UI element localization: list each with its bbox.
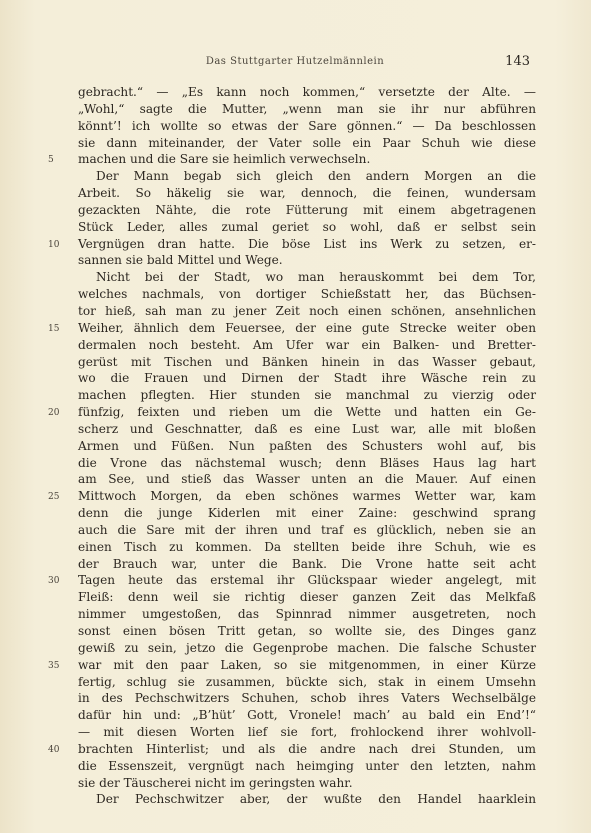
page-header bbox=[60, 56, 530, 74]
text-line bbox=[78, 623, 536, 640]
text-line bbox=[78, 269, 536, 286]
text-line bbox=[78, 84, 536, 101]
text-line bbox=[78, 674, 536, 691]
line-number: 20 bbox=[48, 408, 60, 419]
text-line bbox=[78, 556, 536, 573]
line-text: gezackten Nähte, die rote Fütterung mit einem abgetragenen bbox=[78, 202, 536, 217]
line-text: brachten Hinterlist; und als die andre nach drei Stunden, um bbox=[78, 741, 536, 756]
text-line bbox=[78, 168, 536, 185]
line-text: nimmer umgestoßen, das Spinnrad nimmer ausgetreten, noch bbox=[78, 607, 536, 622]
line-text: sie der Täuscherei nicht im geringsten wahr. bbox=[78, 775, 353, 790]
line-text: machen pflegten. Hier stunden sie manchmal zu vierzig oder bbox=[78, 388, 536, 403]
text-line bbox=[78, 522, 536, 539]
text-line bbox=[78, 640, 536, 657]
line-text: — mit diesen Worten lief sie fort, frohlockend ihrer wohlvoll- bbox=[78, 725, 536, 740]
line-number: 15 bbox=[48, 323, 60, 334]
text-line bbox=[78, 421, 536, 438]
text-line bbox=[48, 236, 536, 253]
line-text: Weiher, ähnlich dem Feuersee, der eine gute Strecke weiter oben bbox=[78, 320, 536, 335]
line-text: „Wohl,“ sagte die Mutter, „wenn man sie ihr nur abführen bbox=[78, 101, 536, 116]
line-text: Der Pechschwitzer aber, der wußte den Handel haarklein bbox=[96, 792, 536, 807]
line-text: Tagen heute das erstemal ihr Glückspaar wieder angelegt, mit bbox=[78, 573, 536, 588]
text-line bbox=[78, 135, 536, 152]
line-text: dafür hin und: „B’hüt’ Gott, Vronele! mach’ au bald ein End’!“ bbox=[78, 708, 536, 723]
line-text: sonst einen bösen Tritt getan, so wollte sie, des Dinges ganz bbox=[78, 624, 536, 638]
line-text: dermalen noch besteht. Am Ufer war ein Balken- und Bretter- bbox=[78, 337, 536, 352]
text-line bbox=[78, 118, 536, 135]
line-text: scherz und Geschnatter, daß es eine Lust war, alle mit bloßen bbox=[78, 421, 536, 436]
line-text: Arbeit. So häkelig sie war, dennoch, die feinen, wundersam bbox=[78, 186, 536, 201]
line-text: gebracht.“ — „Es kann noch kommen,“ versetzte der Alte. — bbox=[78, 85, 536, 99]
text-line bbox=[78, 202, 536, 219]
line-text: gewiß zu sein, jetzo die Gegenprobe machen. Die falsche Schuster bbox=[78, 640, 536, 655]
text-line bbox=[48, 404, 536, 421]
line-text: der Brauch war, unter die Bank. Die Vrone hatte seit acht bbox=[78, 556, 536, 571]
line-text: wo die Frauen und Dirnen der Stadt ihre Wäsche rein zu bbox=[78, 371, 536, 386]
text-line bbox=[78, 589, 536, 606]
line-number: 25 bbox=[48, 492, 60, 503]
line-text: auch die Sare mit der ihren und traf es glücklich, neben sie an bbox=[78, 522, 536, 537]
line-number: 10 bbox=[48, 239, 60, 250]
text-line bbox=[78, 219, 536, 236]
line-text: am See, und stieß das Wasser unten an die Mauer. Auf einen bbox=[78, 472, 536, 487]
line-number: 40 bbox=[48, 744, 60, 755]
text-line bbox=[78, 337, 536, 354]
text-line bbox=[48, 488, 536, 505]
line-text: Stück Leder, alles zumal geriet so wohl, daß er selbst sein bbox=[78, 219, 536, 234]
text-line bbox=[78, 471, 536, 488]
text-line bbox=[78, 775, 536, 792]
text-line bbox=[78, 286, 536, 303]
text-line bbox=[78, 758, 536, 775]
line-text: könnt’! ich wollte so etwas der Sare gönnen.“ — Da beschlossen bbox=[78, 118, 536, 133]
text-line bbox=[78, 185, 536, 202]
line-text: Fleiß: denn weil sie richtig dieser ganzen Zeit das Melkfaß bbox=[78, 590, 536, 605]
text-line bbox=[78, 724, 536, 741]
line-text: fünfzig, feixten und rieben um die Wette und hatten ein Ge- bbox=[78, 405, 536, 420]
text-line bbox=[78, 455, 536, 472]
text-line bbox=[78, 690, 536, 707]
text-line bbox=[78, 252, 536, 269]
text-line bbox=[78, 303, 536, 320]
text-line bbox=[48, 657, 536, 674]
line-text: einen Tisch zu kommen. Da stellten beide ihre Schuh, wie es bbox=[78, 539, 536, 554]
line-text: sie dann miteinander, der Vater solle ein Paar Schuh wie diese bbox=[78, 135, 536, 150]
line-text: fertig, schlug sie zusammen, bückte sich, stak in einem Umsehn bbox=[78, 674, 536, 689]
line-text: in des Pechschwitzers Schuhen, schob ihres Vaters Wechselbälge bbox=[78, 691, 536, 706]
line-text: denn die junge Kiderlen mit einer Zaine: geschwind sprang bbox=[78, 506, 536, 521]
line-number: 35 bbox=[48, 660, 60, 671]
line-text: sannen sie bald Mittel und Wege. bbox=[78, 253, 283, 268]
text-line bbox=[78, 438, 536, 455]
text-line bbox=[78, 354, 536, 371]
body-text bbox=[48, 84, 536, 808]
line-text: Der Mann begab sich gleich den andern Morgen an die bbox=[96, 169, 536, 184]
text-line bbox=[78, 101, 536, 118]
text-line bbox=[48, 320, 536, 337]
text-line bbox=[78, 387, 536, 404]
line-text: war mit den paar Laken, so sie mitgenommen, in einer Kürze bbox=[78, 657, 536, 672]
text-line bbox=[48, 741, 536, 758]
text-line bbox=[78, 370, 536, 387]
text-line bbox=[78, 539, 536, 556]
text-line bbox=[48, 151, 536, 168]
line-text: Nicht bei der Stadt, wo man herauskommt bei dem Tor, bbox=[96, 270, 536, 285]
page-number: 143 bbox=[505, 54, 530, 69]
text-line bbox=[78, 505, 536, 522]
line-text: die Essenszeit, vergnügt nach heimging unter den letzten, nahm bbox=[78, 758, 536, 773]
line-text: Armen und Füßen. Nun paßten des Schusters wohl auf, bis bbox=[78, 438, 536, 453]
line-text: Vergnügen dran hatte. Die böse List ins Werk zu setzen, er- bbox=[78, 236, 536, 251]
text-line bbox=[78, 707, 536, 724]
running-title: Das Stuttgarter Hutzelmännlein bbox=[205, 56, 385, 67]
text-line bbox=[48, 572, 536, 589]
line-number: 5 bbox=[48, 155, 54, 166]
line-text: machen und die Sare sie heimlich verwechseln. bbox=[78, 152, 371, 167]
line-text: Mittwoch Morgen, da eben schönes warmes Wetter war, kam bbox=[78, 489, 536, 504]
text-line bbox=[78, 606, 536, 623]
line-number: 30 bbox=[48, 576, 60, 587]
line-text: welches nachmals, von dortiger Schießstatt her, das Büchsen- bbox=[78, 287, 536, 302]
line-text: tor hieß, sah man zu jener Zeit noch einen schönen, ansehnlichen bbox=[78, 303, 536, 318]
line-text: gerüst mit Tischen und Bänken hinein in das Wasser gebaut, bbox=[78, 354, 536, 369]
text-line bbox=[78, 791, 536, 808]
line-text: die Vrone das nächstemal wusch; denn Bläses Haus lag hart bbox=[78, 455, 536, 470]
